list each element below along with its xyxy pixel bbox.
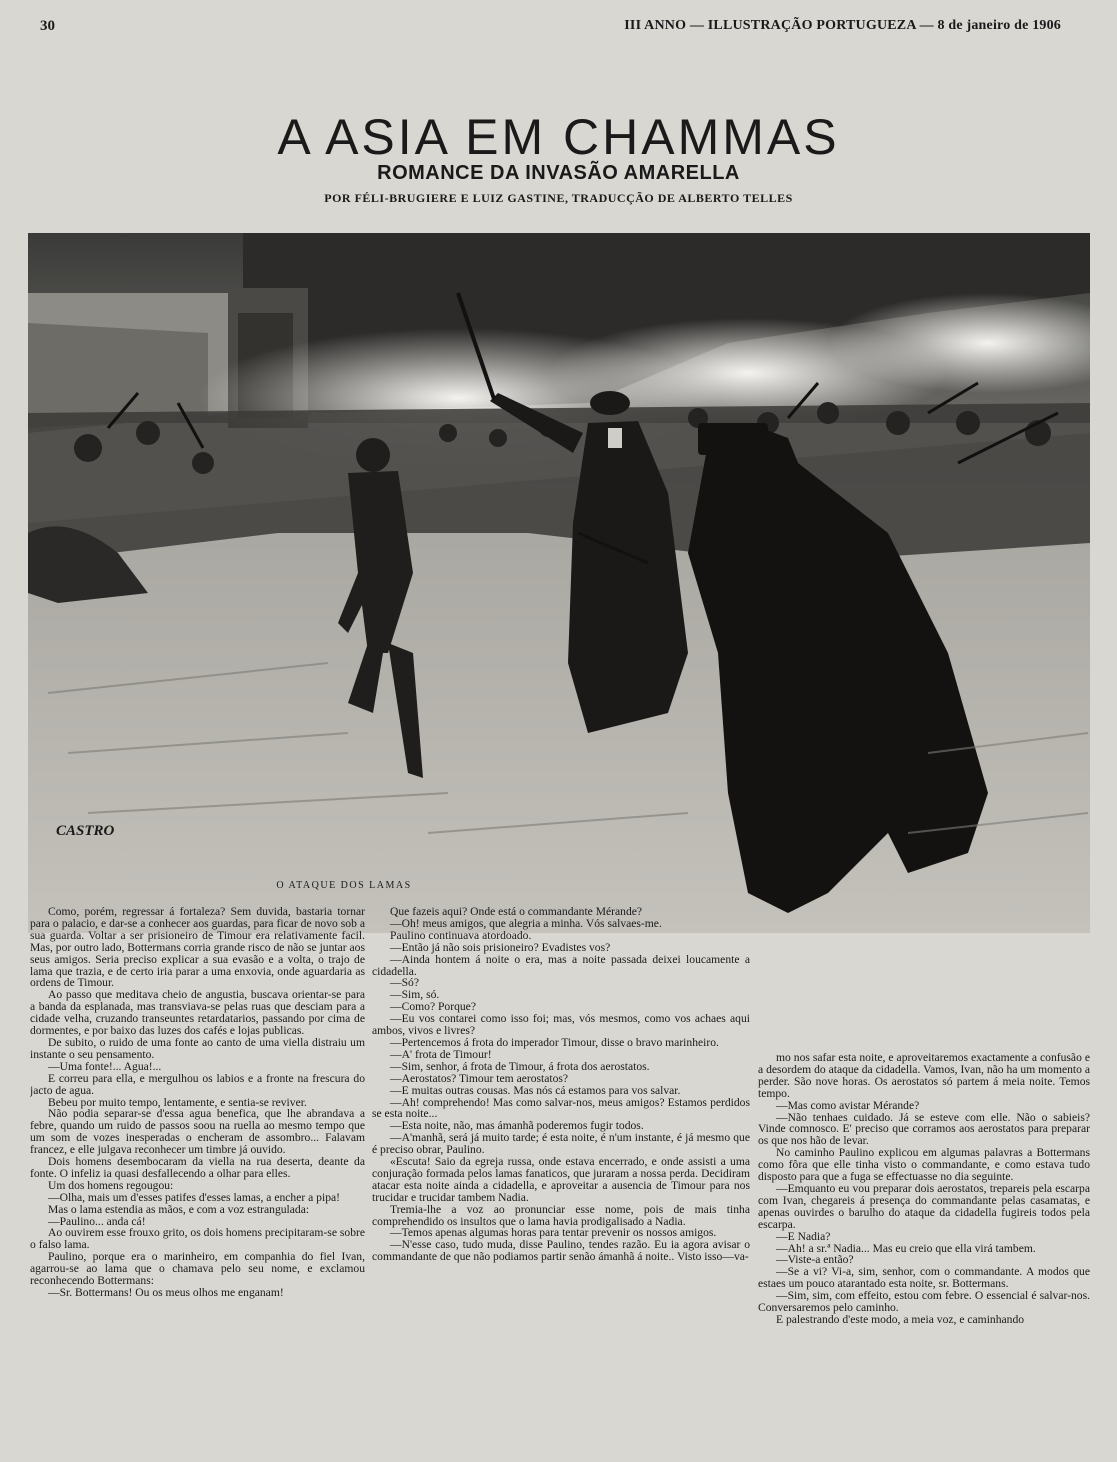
- paragraph: Não podia separar-se d'essa agua benefica, que lhe abrandava a febre, quando um ruido de passos soou na ruella ao mesmo tempo que um som de vozes inesperadas o encheram de assombro... Falavam francez, e elle julgava reconhecer um timbre já ouvido.: [30, 1107, 365, 1157]
- paragraph: Paulino continuava atordoado.: [390, 928, 532, 942]
- paragraph: —Se a vi? Vi-a, sim, senhor, com o commandante. A modos que estaes um pouco atarantado esta noite, sr. Bottermans.: [758, 1265, 1090, 1291]
- paragraph: E correu para ella, e mergulhou os labios e a fronte na frescura do jacto de agua.: [30, 1071, 365, 1097]
- paragraph: No caminho Paulino explicou em algumas palavras a Bottermans como fôra que elle tinha visto o commandante, e como estava tudo disposto para que a fuga se effectuasse no dia seguinte.: [758, 1146, 1090, 1184]
- paragraph: —Como? Porque?: [390, 1000, 476, 1014]
- article-byline: POR FÉLI-BRUGIERE E LUIZ GASTINE, TRADUCÇÃO DE ALBERTO TELLES: [324, 191, 793, 205]
- paragraph: —Não tenhaes cuidado. Já se esteve com elle. Não o sabieis? Vinde comnosco. E' preciso que corramos aos aerostatos para preparar os que nos hão de levar.: [758, 1110, 1090, 1148]
- paragraph: —Aerostatos? Timour tem aerostatos?: [390, 1071, 569, 1085]
- paragraph: —Sim, sim, com effeito, estou com febre. O essencial é salvar-nos. Conversaremos pelo caminho.: [758, 1289, 1090, 1315]
- paragraph: Paulino, porque era o marinheiro, em companhia do fiel Ivan, agarrou-se ao lama que o chamava pelo seu nome, e exclamou reconhecendo Bottermans:: [30, 1250, 365, 1288]
- text-column-3: [758, 1052, 1090, 1454]
- paragraph: Como, porém, regressar á fortaleza? Sem duvida, bastaria tornar para o palacio, e dar-se a conhecer aos guardas, para ficar de novo sob a sua guarda. Voltar a ser prisioneiro de Timour era relativamente facil. Mas, por outro lado, Bottermans corria grande risco de não se juntar aos seus amigos. Seria preciso explicar a sua evasão e a volta, o trajo de lama que trazia, e de certo iria parar a uma enxovia, onde aguardaria as ordens de Timour.: [30, 906, 365, 990]
- illustration: [28, 233, 1090, 933]
- paragraph: —Temos apenas algumas horas para tentar prevenir os nossos amigos.: [390, 1226, 717, 1240]
- paragraph: —Ah! comprehendo! Mas como salvar-nos, meus amigos? Estamos perdidos se esta noite...: [372, 1095, 750, 1121]
- paragraph: —Mas como avistar Mérande?: [776, 1098, 920, 1112]
- paragraph: Dois homens desembocaram da viella na rua deserta, deante da fonte. O infeliz ia quasi desfallecendo a olhar para elles.: [30, 1155, 365, 1180]
- paragraph: mo nos safar esta noite, e aproveitaremos exactamente a confusão e a desordem do ataque da cidadella. Vamos, Ivan, não ha um momento a perder. São nove horas. Os aerostatos só partem á meia noite. Temos tempo.: [758, 1052, 1090, 1100]
- paragraph: —E Nadia?: [776, 1229, 831, 1243]
- paragraph: —A'manhã, será já muito tarde; é esta noite, é n'um instante, é já mesmo que é preciso obrar, Paulino.: [372, 1131, 750, 1157]
- paragraph: —Emquanto eu vou preparar dois aerostatos, trepareis pela escarpa com Ivan, chegareis á presença do commandante pelas casamatas, e apenas ouvirdes o barulho do ataque da cidadella fugireis todos pela escarpa.: [758, 1181, 1090, 1231]
- paragraph: —Sim, senhor, á frota de Timour, á frota dos aerostatos.: [390, 1059, 650, 1073]
- article-subtitle: ROMANCE DA INVASÃO AMARELLA: [377, 162, 740, 184]
- running-head: III ANNO — ILLUSTRAÇÃO PORTUGUEZA — 8 de janeiro de 1906: [624, 18, 1061, 33]
- paragraph: —Paulino... anda cá!: [48, 1214, 146, 1228]
- paragraph: Ao passo que meditava cheio de angustia, buscava orientar-se para a banda da esplanada, mas transviava-se pelas ruas que desciam para a cidade velha, cruzando transeuntes retardatarios, passando por cima de dormentes, e por baixo das luzes dos cafés e lojas publicas.: [30, 988, 365, 1038]
- paragraph: —Sr. Bottermans! Ou os meus olhos me enganam!: [48, 1286, 284, 1299]
- page-number: 30: [40, 18, 55, 34]
- paragraph: —E muitas outras cousas. Mas nós cá estamos para vos salvar.: [390, 1083, 681, 1097]
- article-title: A ASIA EM CHAMMAS: [277, 109, 840, 165]
- text-column-1: [30, 906, 365, 1454]
- paragraph: —Ah! a sr.ª Nadia... Mas eu creio que ella virá tambem.: [776, 1241, 1036, 1255]
- paragraph: —Só?: [390, 976, 419, 990]
- paragraph: De subito, o ruido de uma fonte ao canto de uma viella distraiu um instante o seu pensamento.: [30, 1035, 365, 1061]
- paragraph: —Oh! meus amigos, que alegria a minha. Vós salvaes-me.: [390, 916, 662, 930]
- artist-signature: CASTRO: [56, 823, 115, 839]
- paragraph: E palestrando d'este modo, a meia voz, e caminhando: [776, 1312, 1025, 1326]
- paragraph: —Ainda hontem á noite o era, mas a noite passada deixei loucamente a cidadella.: [372, 952, 750, 978]
- paragraph: Que fazeis aqui? Onde está o commandante Mérande?: [390, 906, 643, 918]
- paragraph: —N'esse caso, tudo muda, disse Paulino, tendes razão. Eu ia agora avisar o commandante de que não podiamos partir senão ámanhã á noite.. Visto isso—va-: [372, 1238, 750, 1264]
- paragraph: —Viste-a então?: [776, 1253, 854, 1267]
- paragraph: Mas o lama estendia as mãos, e com a voz estrangulada:: [48, 1202, 310, 1216]
- paragraph: —Uma fonte!... Agua!...: [48, 1059, 162, 1073]
- paragraph: Bebeu por muito tempo, lentamente, e sentia-se reviver.: [48, 1095, 307, 1109]
- paragraph: —Esta noite, não, mas ámanhã poderemos fugir todos.: [390, 1119, 644, 1133]
- paragraph: Um dos homens regougou:: [48, 1178, 174, 1192]
- paragraph: —Sim, só.: [390, 988, 440, 1002]
- paragraph: —A' frota de Timour!: [390, 1047, 492, 1061]
- illustration-caption: O ATAQUE DOS LAMAS: [276, 880, 412, 891]
- illustration-drawing: [28, 233, 1090, 933]
- paragraph: —Pertencemos á frota do imperador Timour, disse o bravo marinheiro.: [390, 1035, 719, 1049]
- paragraph: Ao ouvirem esse frouxo grito, os dois homens precipitaram-se sobre o falso lama.: [30, 1226, 365, 1252]
- text-column-2: [372, 906, 750, 1454]
- paragraph: —Olha, mais um d'esses patifes d'esses lamas, a encher a pipa!: [48, 1190, 341, 1204]
- paragraph: Tremia-lhe a voz ao pronunciar esse nome, pois de mais tinha comprehendido os insultos que o lama havia prodigalisado a Nadia.: [372, 1202, 750, 1228]
- paragraph: —Então já não sois prisioneiro? Evadistes vos?: [390, 940, 611, 954]
- paragraph: —Eu vos contarei como isso foi; mas, vós mesmos, como vos achaes aqui ambos, vivos e livres?: [372, 1012, 750, 1038]
- paragraph: «Escuta! Saio da egreja russa, onde estava encerrado, e onde assisti a uma conjuração formada pelos lamas fanaticos, que juraram a nossa perda. Decidiram atacar esta noite ainda a cidadella, e aproveitar a ausencia de Timour para nos trucidar e trucidar tambem Nadia.: [372, 1155, 750, 1204]
